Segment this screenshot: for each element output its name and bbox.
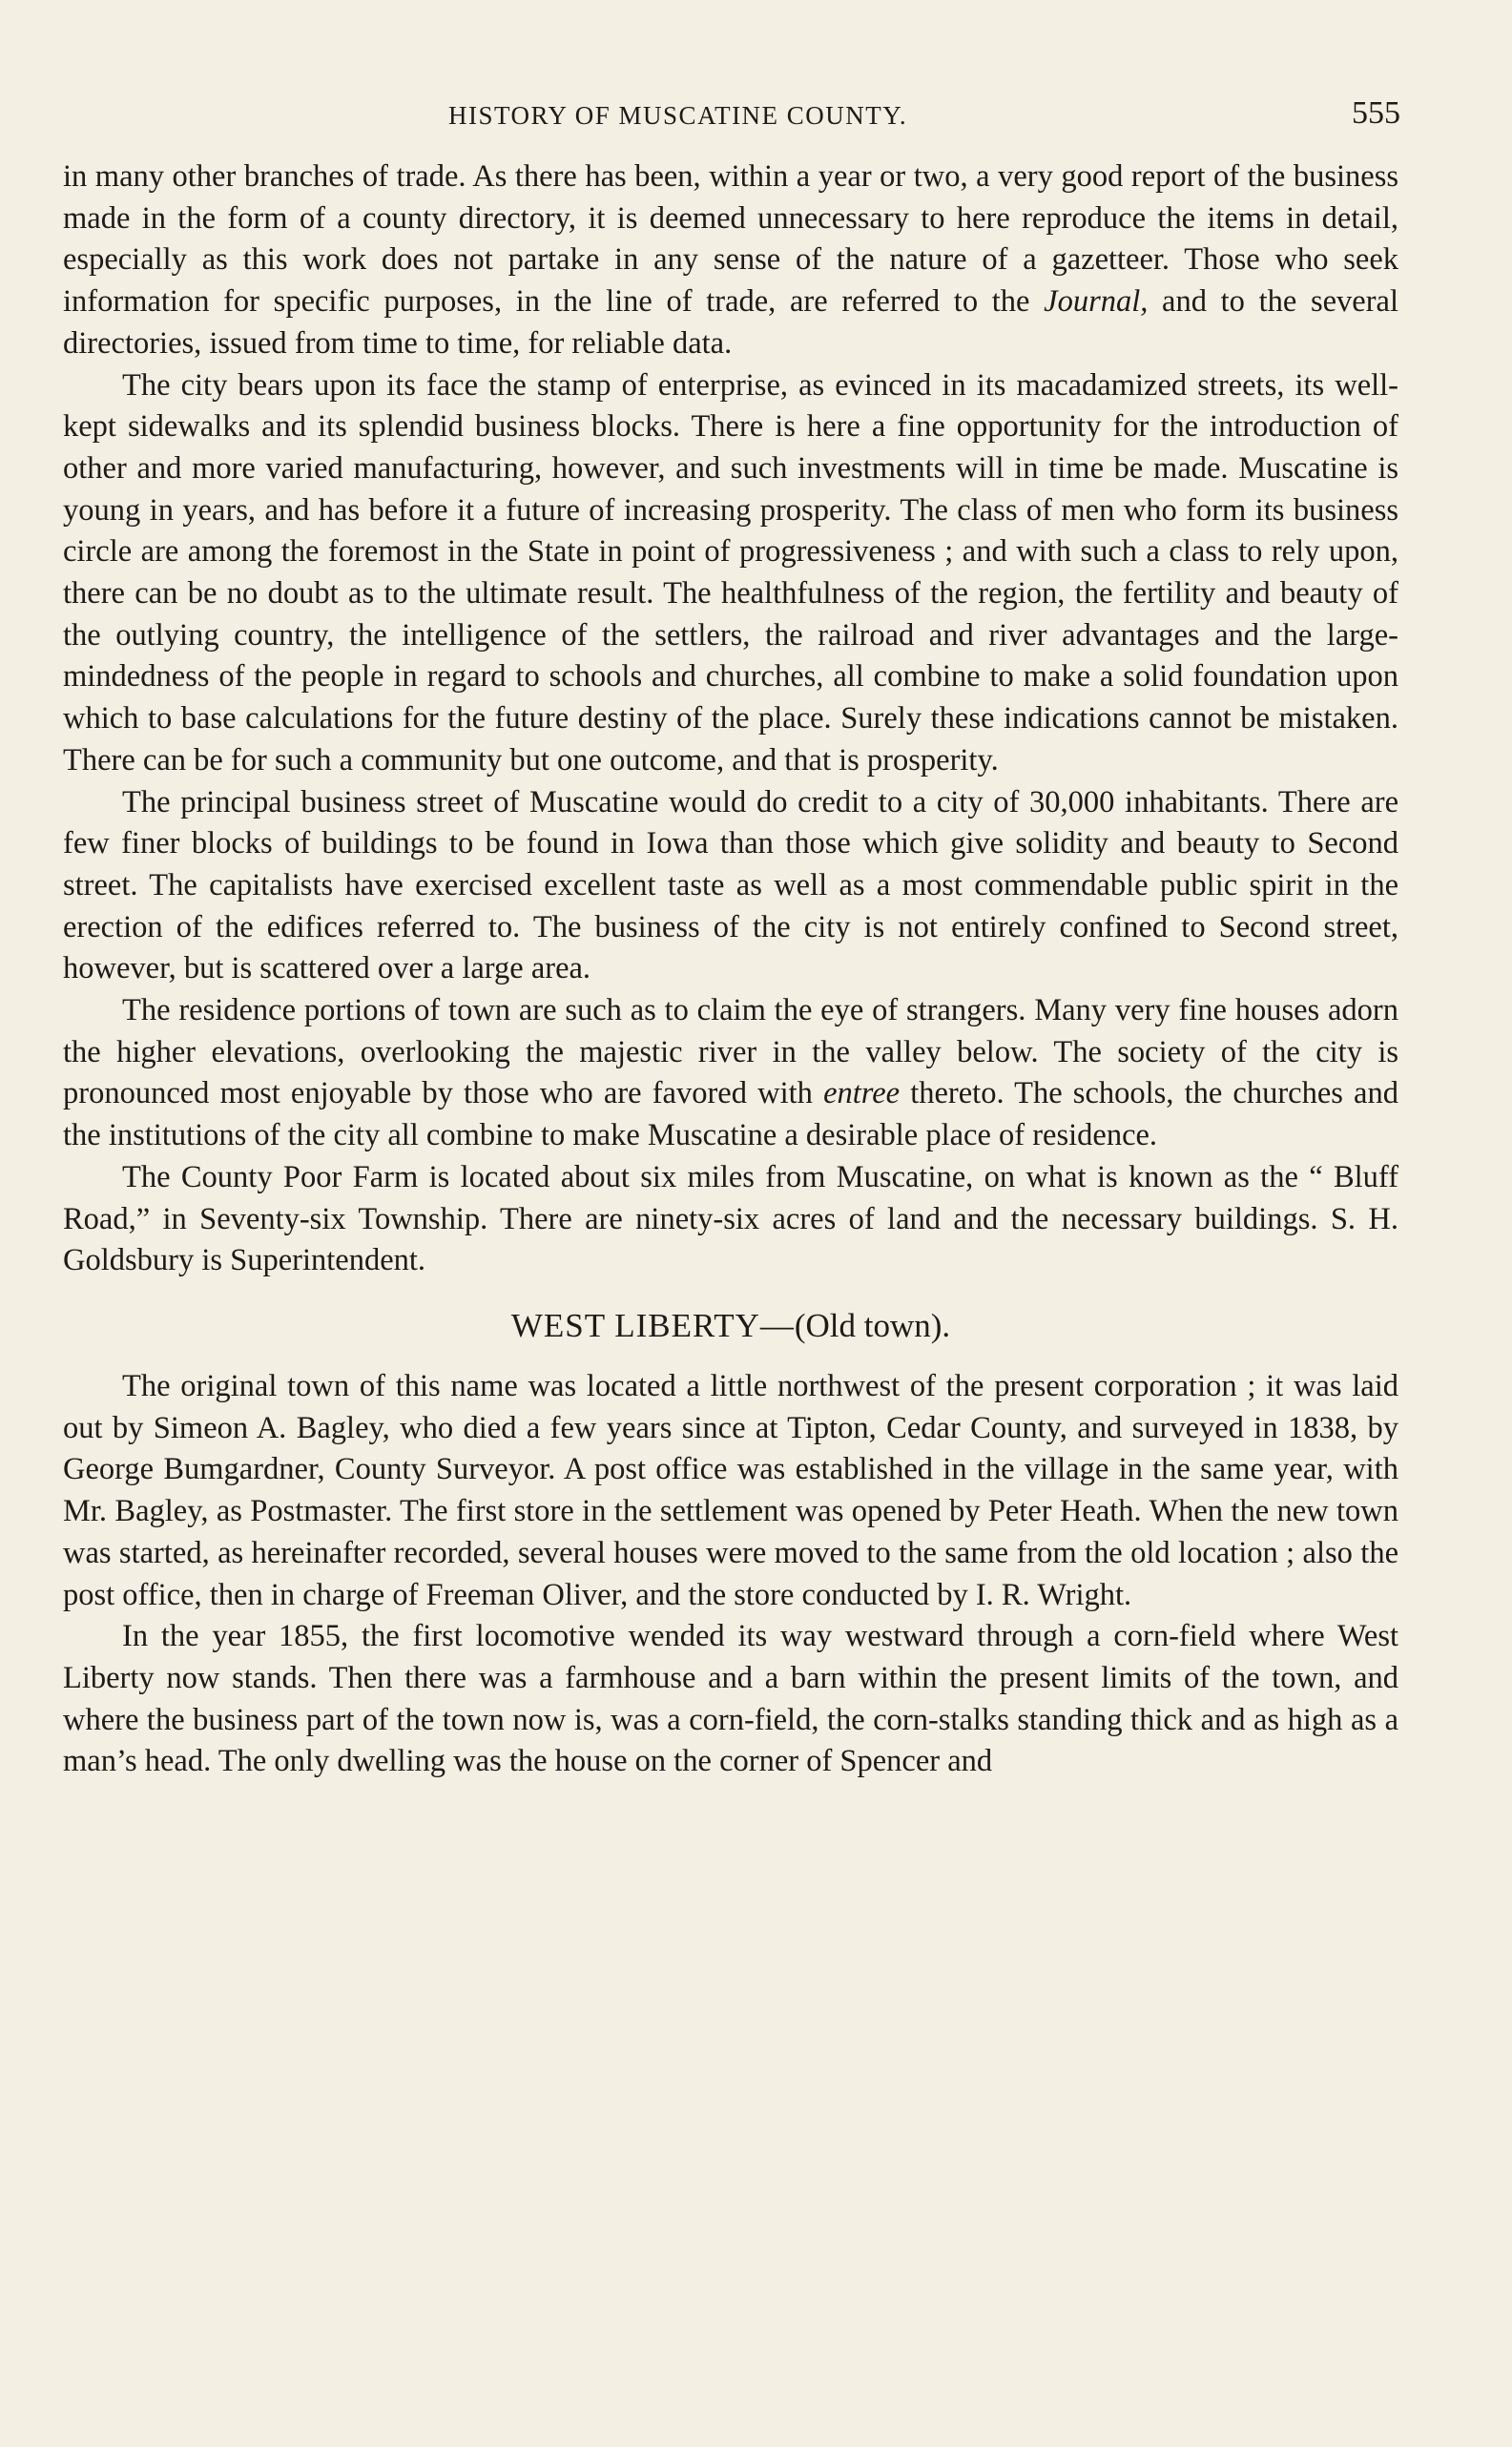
- section-heading: [63, 1301, 1398, 1351]
- section-heading-sub: (Old town).: [794, 1306, 951, 1344]
- book-page: [63, 92, 1398, 1783]
- paragraph-text: thereto. The schools, the churches and the institutions of the city all combine to make Muscatine a desirable place of residence.: [63, 1076, 1398, 1153]
- paragraph-business-street: The principal business street of Muscatine would do credit to a city of 30,000 inhabitants. There are few finer blocks of buildings to be found in Iowa than those which give solidity and beauty to Second street. The capitalists have exercised excellent taste as well as a most commendable public spirit in the erection of the edifices referred to. The business of the city is not entirely confined to Second street, however, but is scattered over a large area.: [63, 784, 1398, 986]
- italic-journal: Journal,: [1044, 284, 1149, 320]
- running-head: [63, 92, 1398, 137]
- paragraph-residence: [63, 990, 1398, 1157]
- page-number: 555: [1352, 95, 1400, 131]
- running-title: HISTORY OF MUSCATINE COUNTY.: [448, 101, 908, 130]
- paragraph-text: The residence portions of town are such as to claim the eye of strangers. Many very fine houses adorn the higher elevations, overlooking the majestic river in the valley below. The society of the city is pronounced most enjoyable by those who are favored with: [63, 993, 1398, 1111]
- paragraph-enterprise: The city bears upon its face the stamp of enterprise, as evinced in its macadamized streets, its well-kept sidewalks and its splendid business blocks. There is here a fine opportunity for the introduction of other and more varied manufacturing, however, and such investments will in time be made. Muscatine is young in years, and has before it a future of increasing prosperity. The class of men who form its business circle are among the foremost in the State in point of progressiveness ; and with such a class to rely upon, there can be no doubt as to the ultimate result. The healthfulness of the region, the fertility and beauty of the outlying country, the intelligence of the settlers, the railroad and river advantages and the large-mindedness of the people in regard to schools and churches, all combine to make a solid foundation upon which to base calculations for the future destiny of the place. Surely these indications cannot be mistaken. There can be for such a community but one outcome, and that is prosperity.: [63, 367, 1398, 778]
- italic-entree: entree: [823, 1076, 901, 1111]
- paragraph-locomotive: In the year 1855, the first locomotive wended its way westward through a corn-field where West Liberty now stands. Then there was a farmhouse and a barn within the present limits of the town, and where the business part of the town now is, was a corn-field, the corn-stalks standing thick and as high as a man’s head. The only dwelling was the house on the corner of Spencer and: [63, 1619, 1398, 1779]
- paragraph-original-town: The original town of this name was located a little northwest of the present corporation ; it was laid out by Simeon A. Bagley, who died a few years since at Tipton, Cedar County, and surveyed in 1838, by George Bumgardner, County Surveyor. A post office was established in the village in the same year, with Mr. Bagley, as Postmaster. The first store in the settlement was opened by Peter Heath. When the new town was started, as hereinafter recorded, several houses were moved to the same from the old location ; also the post office, then in charge of Freeman Oliver, and the store conducted by I. R. Wright.: [63, 1368, 1398, 1612]
- paragraph-text: and to the several directories, issued from time to time, for reliable data.: [63, 284, 1398, 361]
- paragraph-text: in many other branches of trade. As there has been, within a year or two, a very good report of the business made in the form of a county directory, it is deemed unnecessary to here reproduce the items in detail, especially as this work does not partake in any sense of the nature of a gazetteer. Those who seek information for specific purposes, in the line of trade, are referred to the: [63, 159, 1398, 320]
- paragraph-poor-farm: The County Poor Farm is located about six miles from Muscatine, on what is known as the “ Bluff Road,” in Seventy-six Township. There are ninety-six acres of land and the necessary buildings. S. H. Goldsbury is Superintendent.: [63, 1159, 1398, 1278]
- section-heading-main: WEST LIBERTY—: [510, 1306, 795, 1344]
- paragraph-continued: [63, 156, 1398, 365]
